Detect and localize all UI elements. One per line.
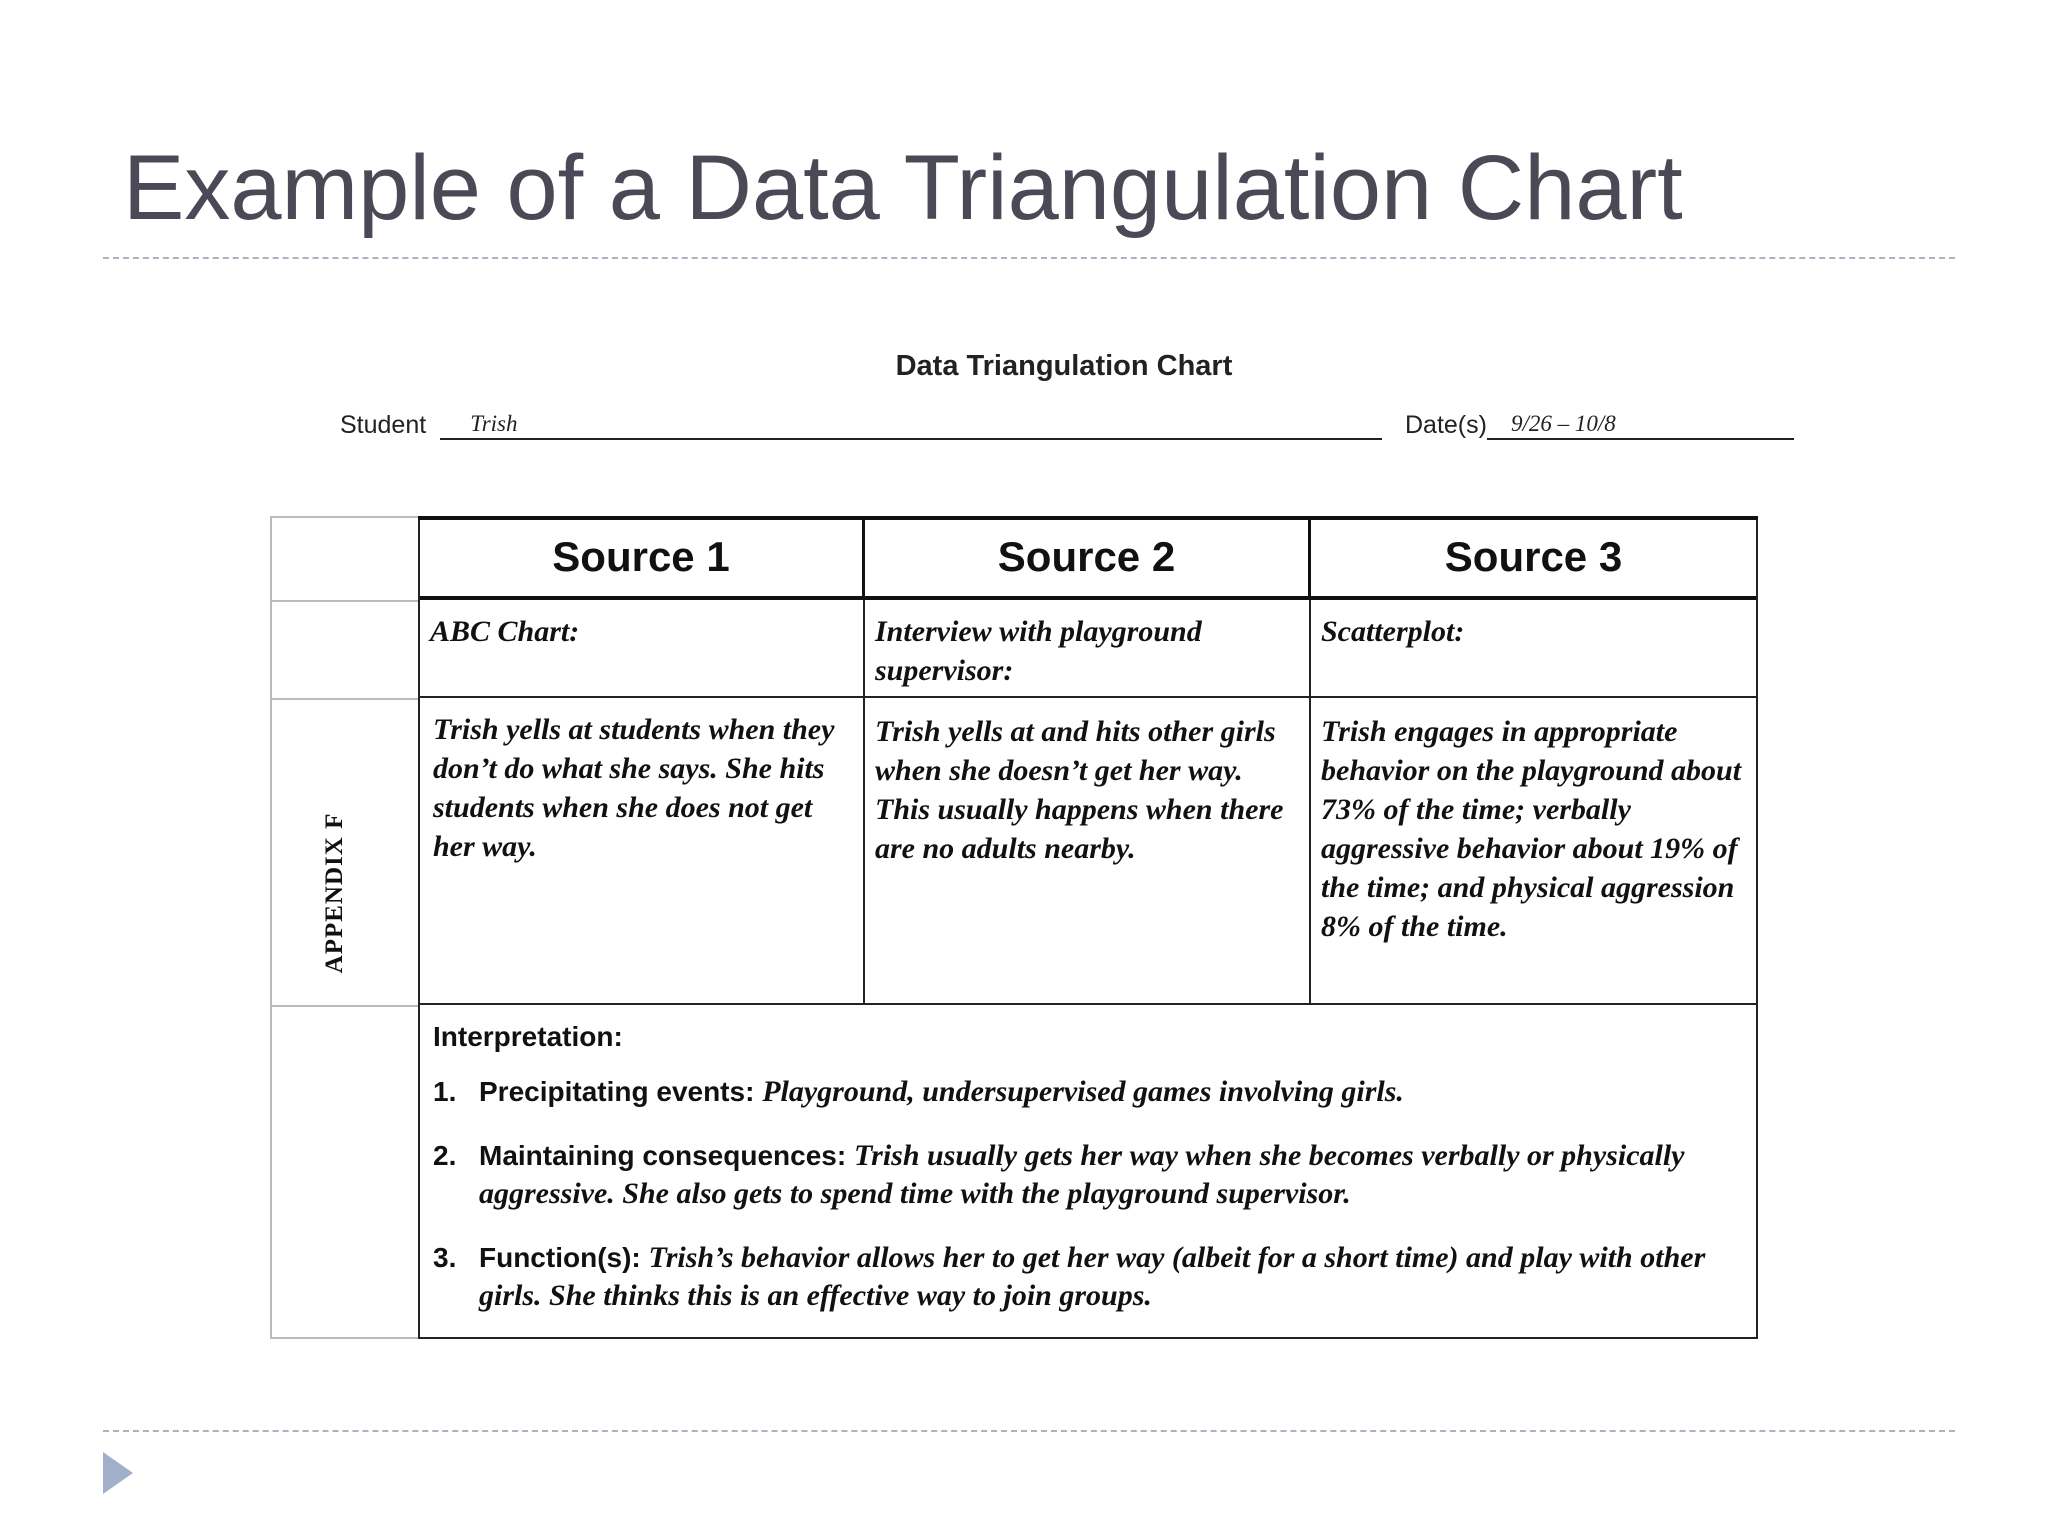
side-divider [272,1005,420,1007]
item-text: Playground, undersupervised games involving girls. [762,1075,1404,1108]
header-source-2: Source 2 [865,518,1311,596]
side-divider [272,698,420,700]
dates-label: Date(s) [1405,411,1487,439]
item-number: 1. [433,1076,457,1107]
top-divider [103,257,1955,259]
document-title: Data Triangulation Chart [895,350,1233,382]
item-number: 3. [433,1242,457,1273]
interpretation-heading: Interpretation: [433,1021,623,1052]
item-number: 2. [433,1140,457,1171]
item-label: Maintaining consequences: [479,1140,847,1171]
item-label: Function(s): [479,1242,641,1273]
source-3-finding: Trish engages in appropriate behavior on the playground about 73% of the time; verbally aggressive behavior about 19% of the time; and physical aggression 8% of the time. [1321,715,1742,943]
appendix-label: APPENDIX F [317,799,353,988]
next-triangle-icon[interactable] [103,1452,133,1494]
table-header-row [420,518,1756,600]
interpretation-item [433,1137,1742,1213]
slide-title: Example of a Data Triangulation Chart [123,137,1683,239]
source-1-finding: Trish yells at students when they don’t do what she says. She hits students when she does not get her way. [420,698,865,1003]
student-label: Student [340,411,427,439]
source-3-label: Scatterplot: [1321,615,1465,648]
header-source-3: Source 3 [1444,533,1623,580]
item-text: Trish usually gets her way when she becomes verbally or physically aggressive. She also gets to spend time with the playground supervisor. [479,1139,1685,1210]
student-value: Trish [440,410,1382,440]
interpretation-item [433,1239,1742,1315]
source-1-label: ABC Chart: [420,600,865,696]
student-field [340,410,1382,440]
source-label-row [420,600,1756,698]
interpretation-item [433,1073,1742,1111]
bottom-divider [103,1430,1955,1432]
dates-value: 9/26 – 10/8 [1487,410,1794,440]
findings-row [420,698,1756,1005]
source-2-label: Interview with playground supervisor: [865,600,1311,696]
item-label: Precipitating events: [479,1076,755,1107]
interpretation-section [420,1005,1756,1337]
side-divider [272,600,420,602]
header-source-1: Source 1 [420,518,865,596]
dates-field [1405,410,1794,440]
source-2-finding: Trish yells at and hits other girls when she doesn’t get her way. This usually happens when there are no adults nearby. [865,698,1311,1003]
triangulation-table [418,516,1758,1339]
item-text: Trish’s behavior allows her to get her way (albeit for a short time) and play with other girls. She thinks this is an effective way to join groups. [479,1241,1706,1312]
